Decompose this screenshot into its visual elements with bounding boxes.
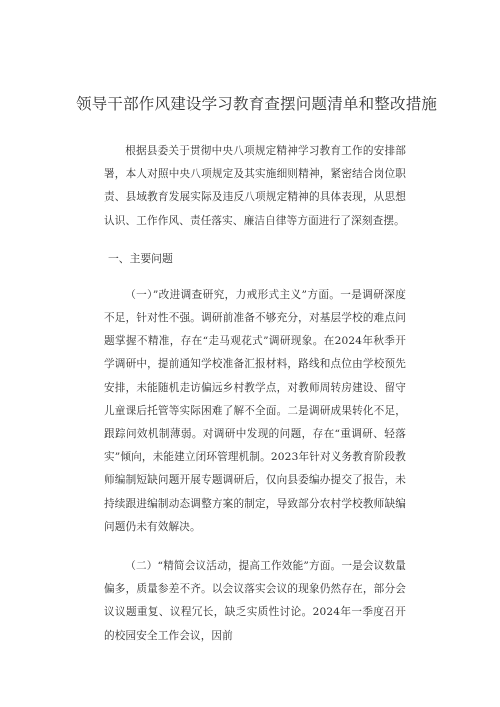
section-heading: 一、主要问题 [108,251,173,265]
problem-paragraph-2: （二）“精简会议活动，提高工作效能”方面。一是会议数量偏多，质量参差不齐。以会议落实会议的现象仍然存在，部分会议议题重复、议程冗长，缺乏实质性讨论。2024年一季度召开的校园安全工作会议，因前 [104,560,406,642]
document-title: 领导干部作风建设学习教育查摆问题清单和整改措施 [76,95,438,113]
problem-paragraph-1: （一）”改进调查研究，力戒形式主义”方面。一是调研深度不足，针对性不强。调研前准备不够充分，对基层学校的难点问题掌握不精准，存在“走马观花式”调研现象。在2024年秋季开学调研中，提前通知学校准备汇报材料，路线和点位由学校预先安排，未能随机走访偏远乡村教学点，对教师周转房建设、留守儿童课后托管等实际困难了解不全面。二是调研成果转化不足，跟踪问效机制薄弱。对调研中发现的问题，存在“重调研、轻落实”倾向，未能建立闭环管理机制。2023年针对义务教育阶段教师编制短缺问题开展专题调研后，仅向县委编办提交了报告，未持续跟进编制动态调整方案的制定，导致部分农村学校教师缺编问题仍未有效解决。 [104,288,406,533]
intro-paragraph: 根据县委关于贯彻中央八项规定精神学习教育工作的安排部署，本人对照中央八项规定及其实施细则精神，紧密结合岗位职责、县域教育发展实际及违反八项规定精神的具体表现，从思想认识、工作作风、责任落实、廉洁自律等方面进行了深刻查摆。 [104,145,406,227]
document-body [104,140,406,648]
